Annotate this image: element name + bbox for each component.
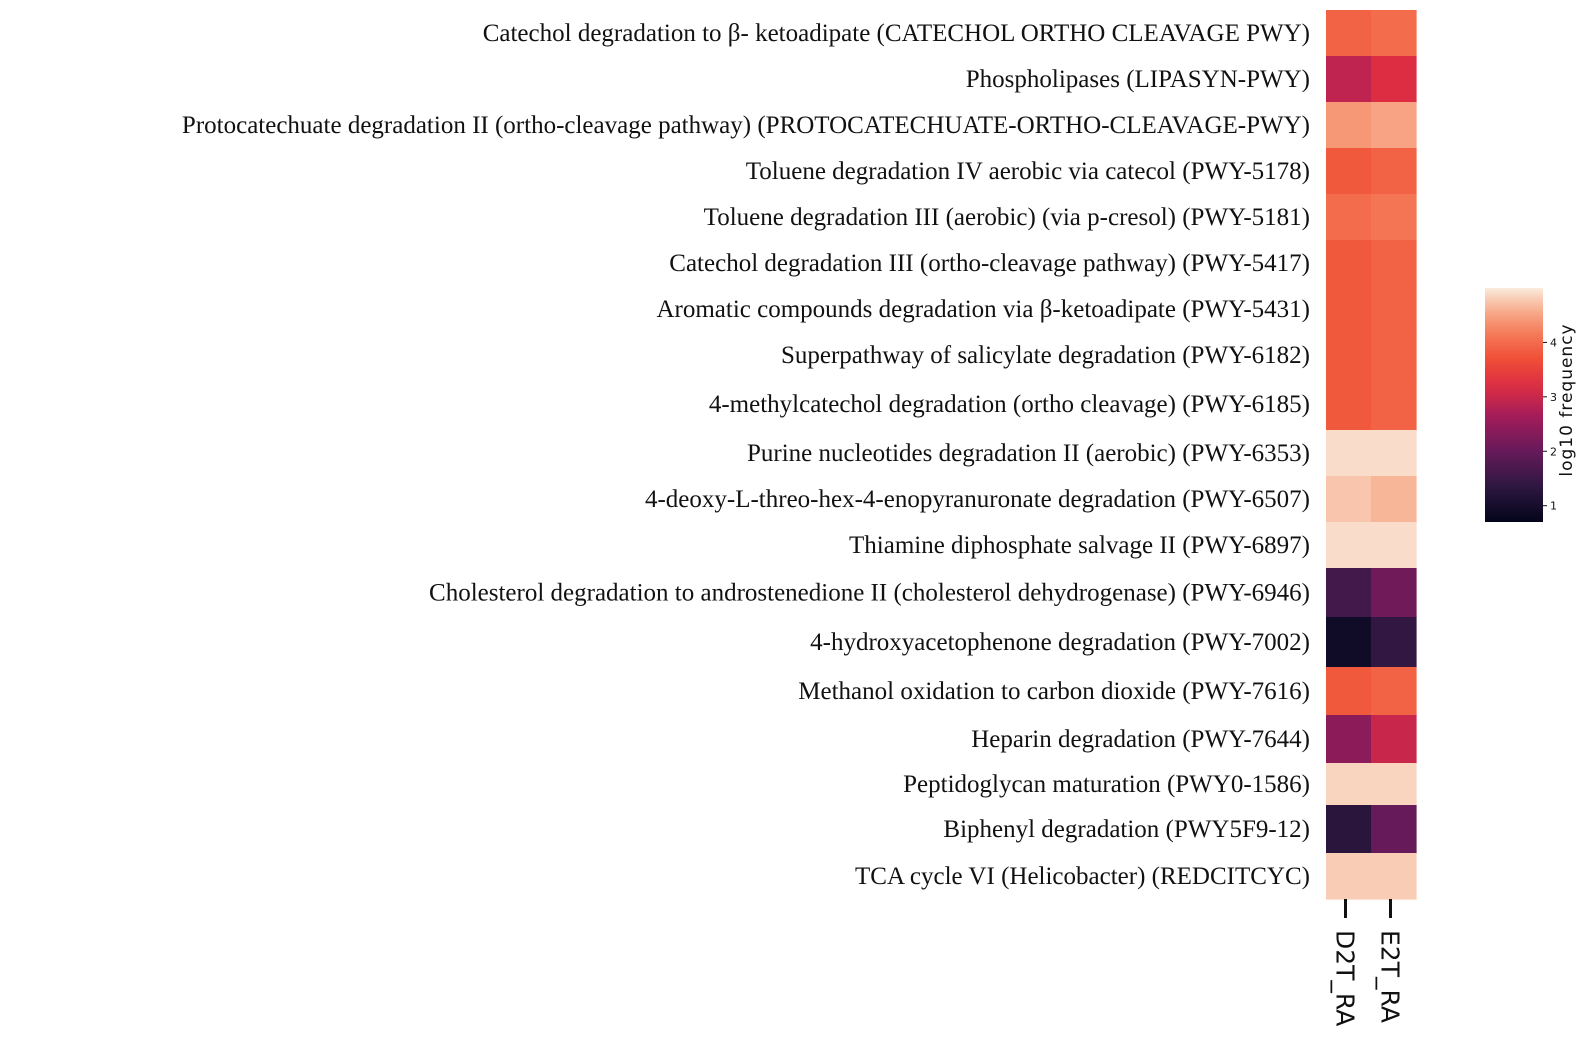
row-label: Biphenyl degradation (PWY5F9-12) — [943, 816, 1310, 843]
heatmap-cell — [1371, 240, 1417, 287]
column-label: D2T_RA — [1330, 930, 1360, 1027]
row-label: Superpathway of salicylate degradation (PWY-6182) — [780, 342, 1310, 369]
heatmap-cell — [1371, 853, 1417, 900]
row-label: Catechol degradation to β- ketoadipate (CATECHOL ORTHO CLEAVAGE PWY) — [482, 20, 1310, 47]
heatmap-cell — [1371, 148, 1417, 195]
row-label: Cholesterol degradation to androstenedione II (cholesterol dehydrogenase) (PWY-6946) — [429, 579, 1310, 607]
heatmap-cell — [1371, 332, 1417, 379]
heatmap-cell — [1371, 56, 1417, 103]
heatmap-cell — [1326, 56, 1372, 103]
row-labels — [182, 20, 1310, 890]
row-label: Phospholipases (LIPASYN-PWY) — [965, 66, 1310, 93]
heatmap-cell — [1326, 194, 1372, 241]
heatmap-cell — [1326, 853, 1372, 900]
heatmap-cell — [1326, 148, 1372, 195]
heatmap-cell — [1371, 763, 1417, 806]
colorbar-tick-label: 1 — [1550, 499, 1557, 513]
heatmap-cell — [1371, 286, 1417, 333]
row-label: TCA cycle VI (Helicobacter) (REDCITCYC) — [855, 863, 1310, 890]
row-label: 4-hydroxyacetophenone degradation (PWY-7002) — [810, 629, 1310, 656]
heatmap-cell — [1326, 10, 1372, 57]
colorbar — [1485, 288, 1577, 522]
column-label: E2T_RA — [1375, 930, 1405, 1023]
heatmap-cell — [1326, 332, 1372, 379]
row-label: Heparin degradation (PWY-7644) — [971, 726, 1310, 753]
row-label: Thiamine diphosphate salvage II (PWY-6897) — [849, 532, 1310, 559]
heatmap-cell — [1371, 568, 1417, 618]
heatmap-cells — [1326, 10, 1417, 900]
heatmap-cell — [1371, 667, 1417, 716]
heatmap-cell — [1326, 617, 1372, 668]
heatmap-cell — [1371, 102, 1417, 149]
row-label: Methanol oxidation to carbon dioxide (PWY-7616) — [798, 678, 1310, 705]
row-label: Aromatic compounds degradation via β-ketoadipate (PWY-5431) — [656, 296, 1310, 323]
heatmap-cell — [1326, 568, 1372, 618]
heatmap-cell — [1326, 715, 1372, 764]
heatmap-cell — [1326, 102, 1372, 149]
heatmap-cell — [1371, 617, 1417, 668]
row-label: Toluene degradation III (aerobic) (via p-cresol) (PWY-5181) — [703, 204, 1310, 231]
colorbar-gradient — [1485, 288, 1543, 522]
heatmap-cell — [1326, 476, 1372, 523]
row-label: Purine nucleotides degradation II (aerobic) (PWY-6353) — [746, 440, 1310, 467]
row-label: 4-methylcatechol degradation (ortho cleavage) (PWY-6185) — [708, 391, 1310, 418]
heatmap-cell — [1371, 10, 1417, 57]
row-label: Peptidoglycan maturation (PWY0-1586) — [903, 771, 1310, 798]
heatmap-cell — [1326, 763, 1372, 806]
heatmap-cell — [1326, 805, 1372, 854]
heatmap-cell — [1371, 715, 1417, 764]
heatmap-cell — [1326, 378, 1372, 431]
heatmap-cell — [1371, 430, 1417, 477]
heatmap-cell — [1326, 430, 1372, 477]
row-label: 4-deoxy-L-threo-hex-4-enopyranuronate degradation (PWY-6507) — [644, 486, 1310, 513]
heatmap-cell — [1326, 522, 1372, 569]
row-label: Protocatechuate degradation II (ortho-cleavage pathway) (PROTOCATECHUATE-ORTHO-CLEAVAGE-PWY) — [181, 112, 1310, 139]
row-label: Catechol degradation III (ortho-cleavage pathway) (PWY-5417) — [669, 250, 1310, 277]
colorbar-tick-label: 2 — [1550, 445, 1557, 459]
heatmap-cell — [1326, 240, 1372, 287]
heatmap-cell — [1371, 805, 1417, 854]
heatmap-cell — [1371, 522, 1417, 569]
heatmap-cell — [1371, 194, 1417, 241]
colorbar-tick-label: 4 — [1550, 336, 1557, 350]
heatmap-cell — [1326, 667, 1372, 716]
colorbar-tick-label: 3 — [1550, 390, 1557, 404]
heatmap-cell — [1326, 286, 1372, 333]
colorbar-title: log10 frequency — [1557, 323, 1577, 477]
heatmap-cell — [1371, 378, 1417, 431]
column-axis — [1331, 899, 1405, 1026]
heatmap-cell — [1371, 476, 1417, 523]
row-label: Toluene degradation IV aerobic via catecol (PWY-5178) — [745, 158, 1310, 185]
